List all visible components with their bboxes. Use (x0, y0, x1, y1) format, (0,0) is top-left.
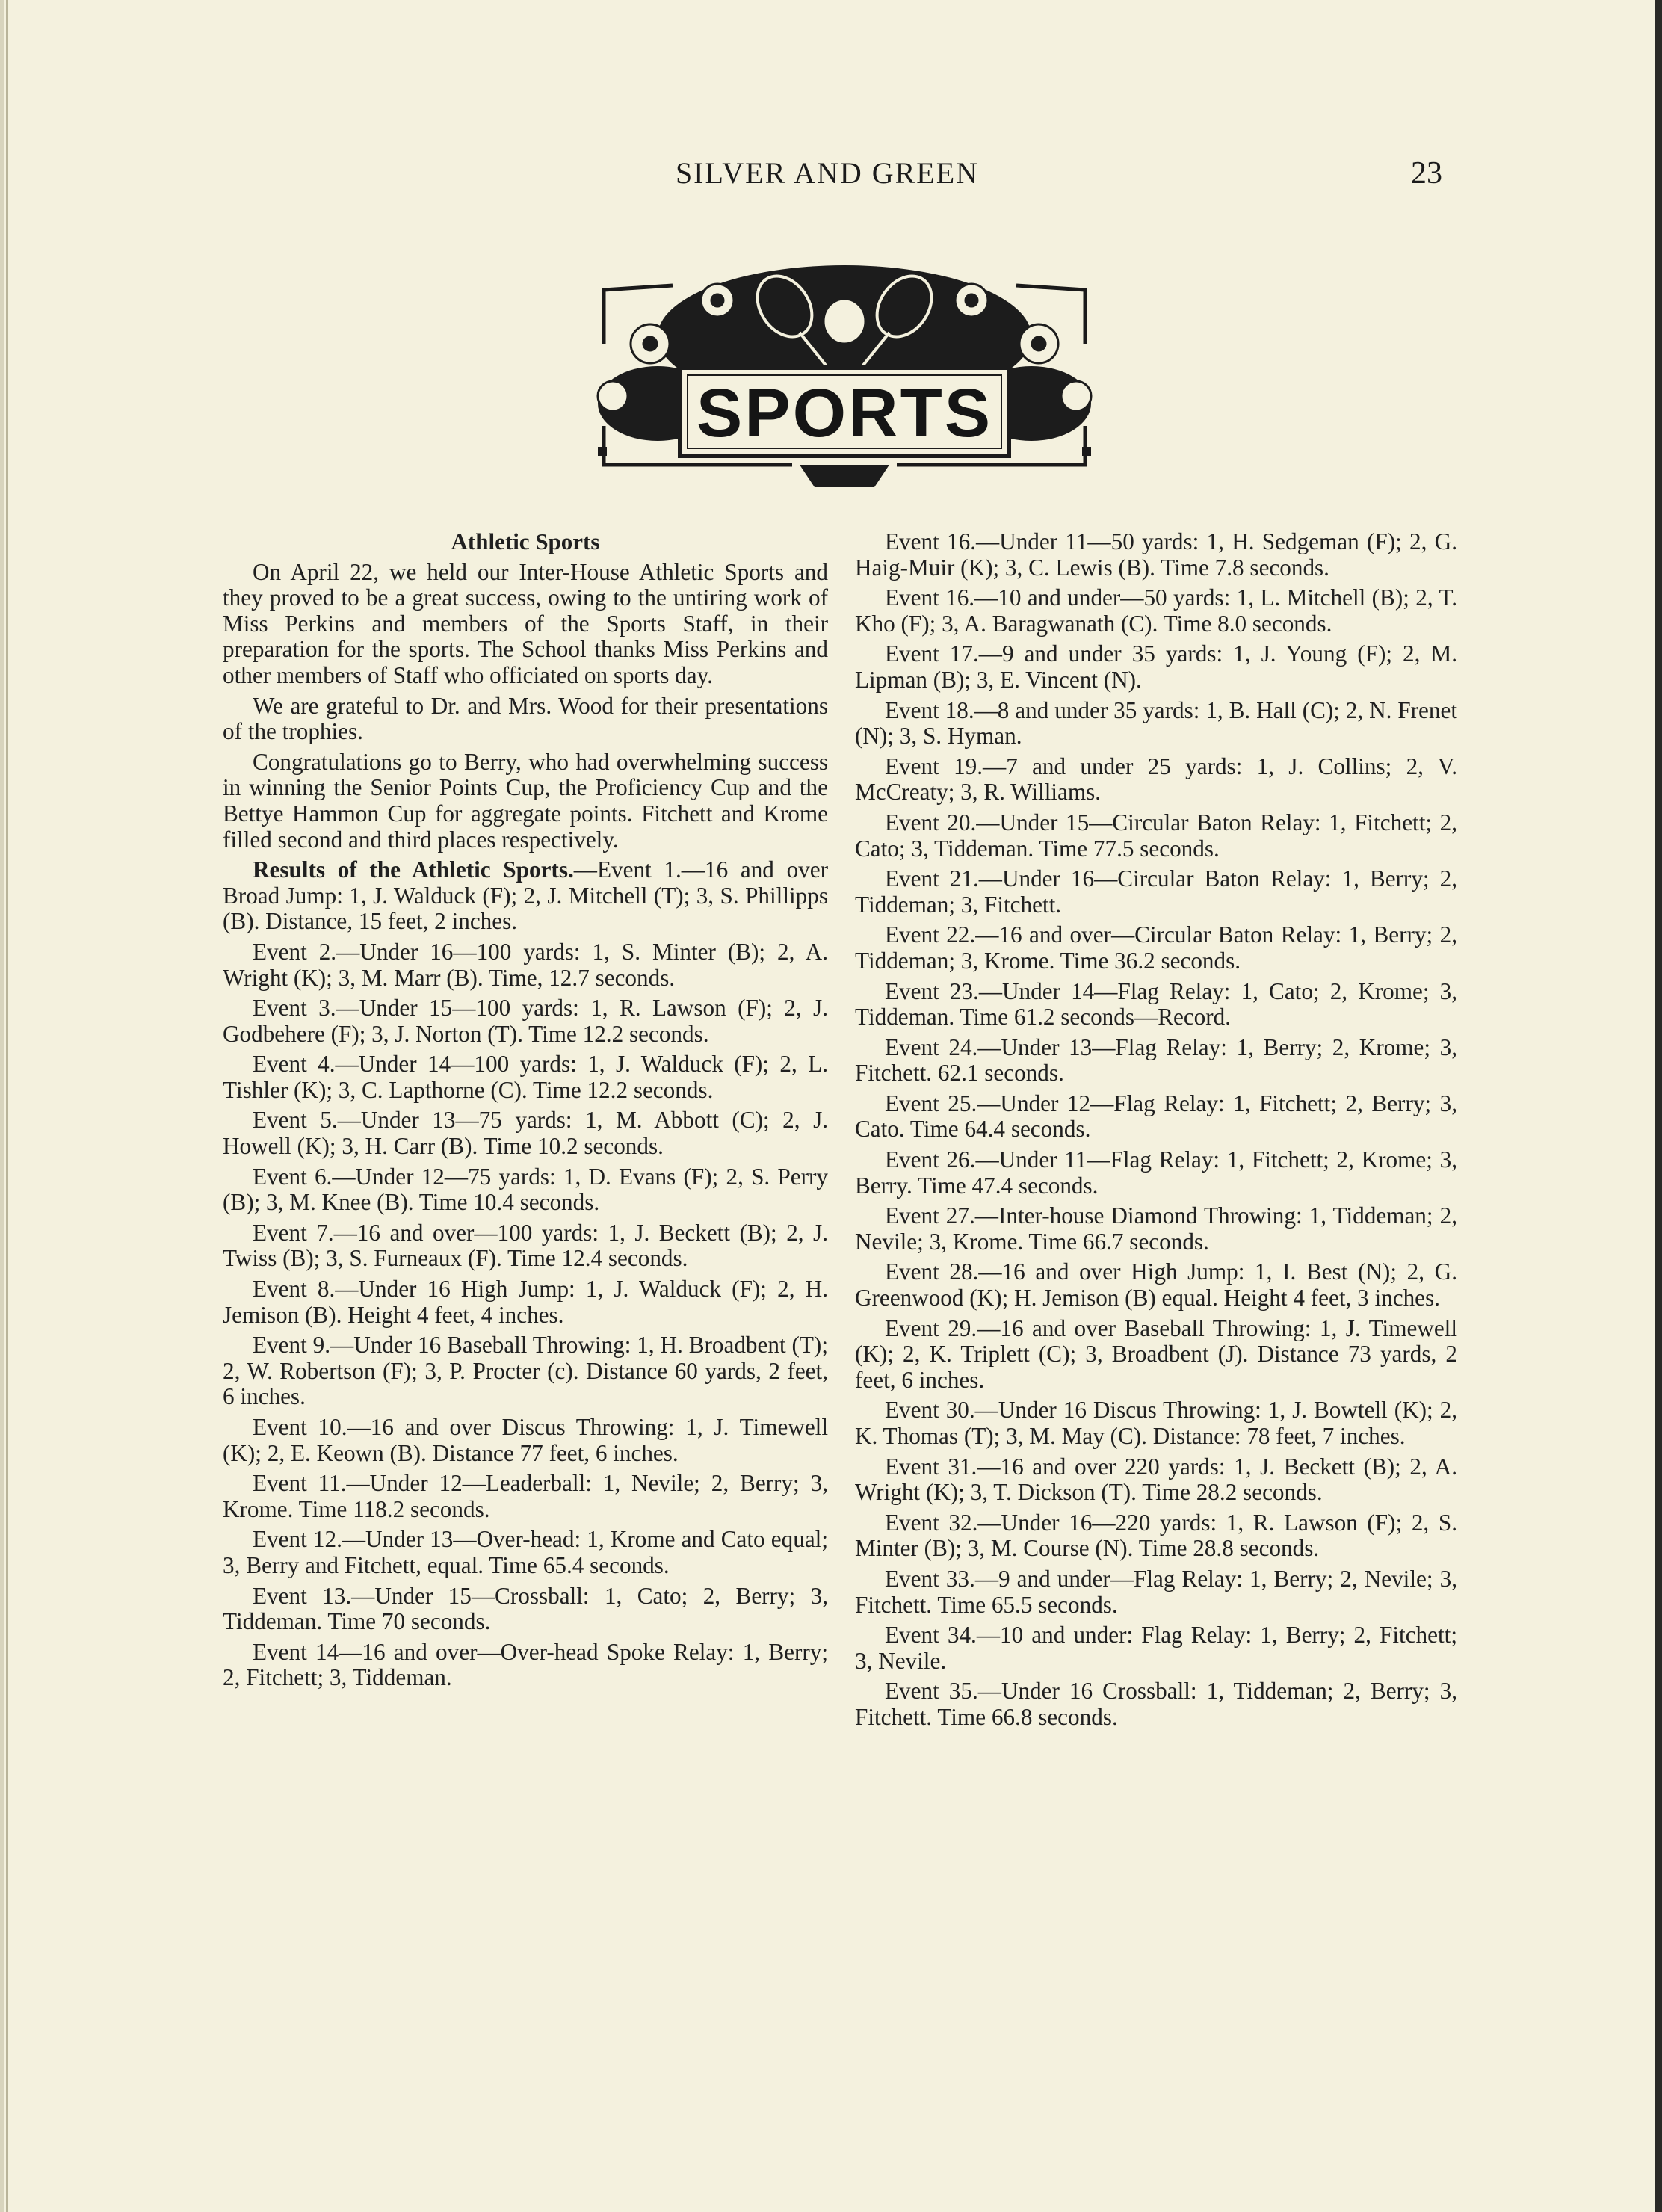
event-result: Event 26.—Under 11—Flag Relay: 1, Fitchett; 2, Krome; 3, Berry. Time 47.4 seconds. (855, 1146, 1457, 1199)
event-result: Event 25.—Under 12—Flag Relay: 1, Fitchett; 2, Berry; 3, Cato. Time 64.4 seconds. (855, 1090, 1457, 1143)
event-result: Event 10.—16 and over Discus Throwing: 1, J. Timewell (K); 2, E. Keown (B). Distance 77 feet, 6 inches. (223, 1414, 828, 1466)
event-result: Event 14—16 and over—Over-head Spoke Relay: 1, Berry; 2, Fitchett; 3, Tiddeman. (223, 1638, 828, 1691)
intro-paragraph: On April 22, we held our Inter-House Athletic Sports and they proved to be a great success, owing to the untiring work of Miss Perkins and members of the Sports Staff, in their preparation for the sports. The School thanks Miss Perkins and other members of Staff who officiated on sports day. (223, 558, 828, 688)
event-result: Event 12.—Under 13—Over-head: 1, Krome and Cato equal; 3, Berry and Fitchett, equal. Time 65.4 seconds. (223, 1526, 828, 1578)
intro-paragraph: We are grateful to Dr. and Mrs. Wood for their presentations of the trophies. (223, 692, 828, 745)
event-result: Event 33.—9 and under—Flag Relay: 1, Berry; 2, Nevile; 3, Fitchett. Time 65.5 seconds. (855, 1565, 1457, 1618)
left-event-list (223, 939, 828, 1691)
event-result: Event 34.—10 and under: Flag Relay: 1, Berry; 2, Fitchett; 3, Nevile. (855, 1622, 1457, 1674)
event-result: Event 4.—Under 14—100 yards: 1, J. Walduck (F); 2, L. Tishler (K); 3, C. Lapthorne (C). Time 12.2 seconds. (223, 1051, 828, 1103)
event-result: Event 27.—Inter-house Diamond Throwing: 1, Tiddeman; 2, Nevile; 3, Krome. Time 66.7 seconds. (855, 1202, 1457, 1255)
event-result: Event 8.—Under 16 High Jump: 1, J. Walduck (F); 2, H. Jemison (B). Height 4 feet, 4 inches. (223, 1276, 828, 1328)
event-result: Event 32.—Under 16—220 yards: 1, R. Lawson (F); 2, S. Minter (B); 3, M. Course (N). Time 28.8 seconds. (855, 1509, 1457, 1562)
event-result: Event 22.—16 and over—Circular Baton Relay: 1, Berry; 2, Tiddeman; 3, Krome. Time 36.2 seconds. (855, 921, 1457, 974)
event-result: Event 24.—Under 13—Flag Relay: 1, Berry; 2, Krome; 3, Fitchett. 62.1 seconds. (855, 1034, 1457, 1087)
event-result: Event 16.—10 and under—50 yards: 1, L. Mitchell (B); 2, T. Kho (F); 3, A. Baragwanath (C). Time 8.0 seconds. (855, 584, 1457, 637)
event-result: Event 29.—16 and over Baseball Throwing: 1, J. Timewell (K); 2, K. Triplett (C); 3, Broadbent (J). Distance 73 yards, 2 feet, 6 inches. (855, 1314, 1457, 1393)
sports-banner (568, 247, 1121, 493)
article-heading: Athletic Sports (451, 528, 600, 554)
event-result: Event 5.—Under 13—75 yards: 1, M. Abbott (C); 2, J. Howell (K); 3, H. Carr (B). Time 10.2 seconds. (223, 1107, 828, 1160)
event-result: Event 28.—16 and over High Jump: 1, I. Best (N); 2, G. Greenwood (K); H. Jemison (B) equal. Height 4 feet, 3 inches. (855, 1258, 1457, 1312)
event-result: Event 17.—9 and under 35 yards: 1, J. Young (F); 2, M. Lipman (B); 3, E. Vincent (N). (855, 640, 1457, 693)
event-result: Event 31.—16 and over 220 yards: 1, J. Beckett (B); 2, A. Wright (K); 3, T. Dickson (T). Time 28.2 seconds. (855, 1453, 1457, 1506)
event-result: Event 2.—Under 16—100 yards: 1, S. Minter (B); 2, A. Wright (K); 3, M. Marr (B). Time, 12.7 seconds. (223, 938, 828, 991)
event-result: Event 23.—Under 14—Flag Relay: 1, Cato; 2, Krome; 3, Tiddeman. Time 61.2 seconds—Record. (855, 977, 1457, 1031)
event-result: Event 9.—Under 16 Baseball Throwing: 1, H. Broadbent (T); 2, W. Robertson (F); 3, P. Procter (c). Distance 60 yards, 2 feet, 6 inches. (223, 1332, 828, 1410)
right-event-list (855, 529, 1457, 1731)
ball-icon (824, 299, 865, 344)
results-label: Results of the Athletic Sports. (253, 856, 574, 883)
event-result: Event 20.—Under 15—Circular Baton Relay: 1, Fitchett; 2, Cato; 3, Tiddeman. Time 77.5 seconds. (855, 809, 1457, 862)
page-number: 23 (1411, 156, 1442, 191)
event-result: Event 16.—Under 11—50 yards: 1, H. Sedgeman (F); 2, G. Haig-Muir (K); 3, C. Lewis (B). Time 7.8 seconds. (855, 528, 1457, 581)
left-column (223, 529, 828, 1696)
event-result: Event 19.—7 and under 25 yards: 1, J. Collins; 2, V. McCreaty; 3, R. Williams. (855, 753, 1457, 806)
intro-paragraph: Congratulations go to Berry, who had overwhelming success in winning the Senior Points Cup, the Proficiency Cup and the Bettye Hammon Cup for aggregate points. Fitchett and Krome filled second and third places respectively. (223, 748, 828, 853)
event-result: Event 6.—Under 12—75 yards: 1, D. Evans (F); 2, S. Perry (B); 3, M. Knee (B). Time 10.4 seconds. (223, 1163, 828, 1216)
event-result: Event 30.—Under 16 Discus Throwing: 1, J. Bowtell (K); 2, K. Thomas (T); 3, M. May (C). Distance: 78 feet, 7 inches. (855, 1397, 1457, 1449)
banner-label: SPORTS (696, 375, 993, 451)
right-column (855, 529, 1457, 1735)
event-result: Event 18.—8 and under 35 yards: 1, B. Hall (C); 2, N. Frenet (N); 3, S. Hyman. (855, 696, 1457, 750)
event-result: Event 21.—Under 16—Circular Baton Relay: 1, Berry; 2, Tiddeman; 3, Fitchett. (855, 865, 1457, 918)
event-result: Event 35.—Under 16 Crossball: 1, Tiddeman; 2, Berry; 3, Fitchett. Time 66.8 seconds. (855, 1678, 1457, 1730)
event-result: Event 13.—Under 15—Crossball: 1, Cato; 2, Berry; 3, Tiddeman. Time 70 seconds. (223, 1582, 828, 1635)
event-result: Event 7.—16 and over—100 yards: 1, J. Beckett (B); 2, J. Twiss (B); 3, S. Furneaux (F). Time 12.4 seconds. (223, 1219, 828, 1272)
results-text: —Event 1.—16 and over Broad Jump: 1, J. Walduck (F); 2, J. Mitchell (T); 3, S. Phillipps (B). Distance, 15 feet, 2 inches. (223, 856, 828, 935)
running-head: SILVER AND GREEN (675, 156, 980, 190)
event-result: Event 11.—Under 12—Leaderball: 1, Nevile; 2, Berry; 3, Krome. Time 118.2 seconds. (223, 1470, 828, 1522)
results-paragraph (223, 857, 828, 935)
event-result: Event 3.—Under 15—100 yards: 1, R. Lawson (F); 2, J. Godbehere (F); 3, J. Norton (T). Time 12.2 seconds. (223, 995, 828, 1047)
